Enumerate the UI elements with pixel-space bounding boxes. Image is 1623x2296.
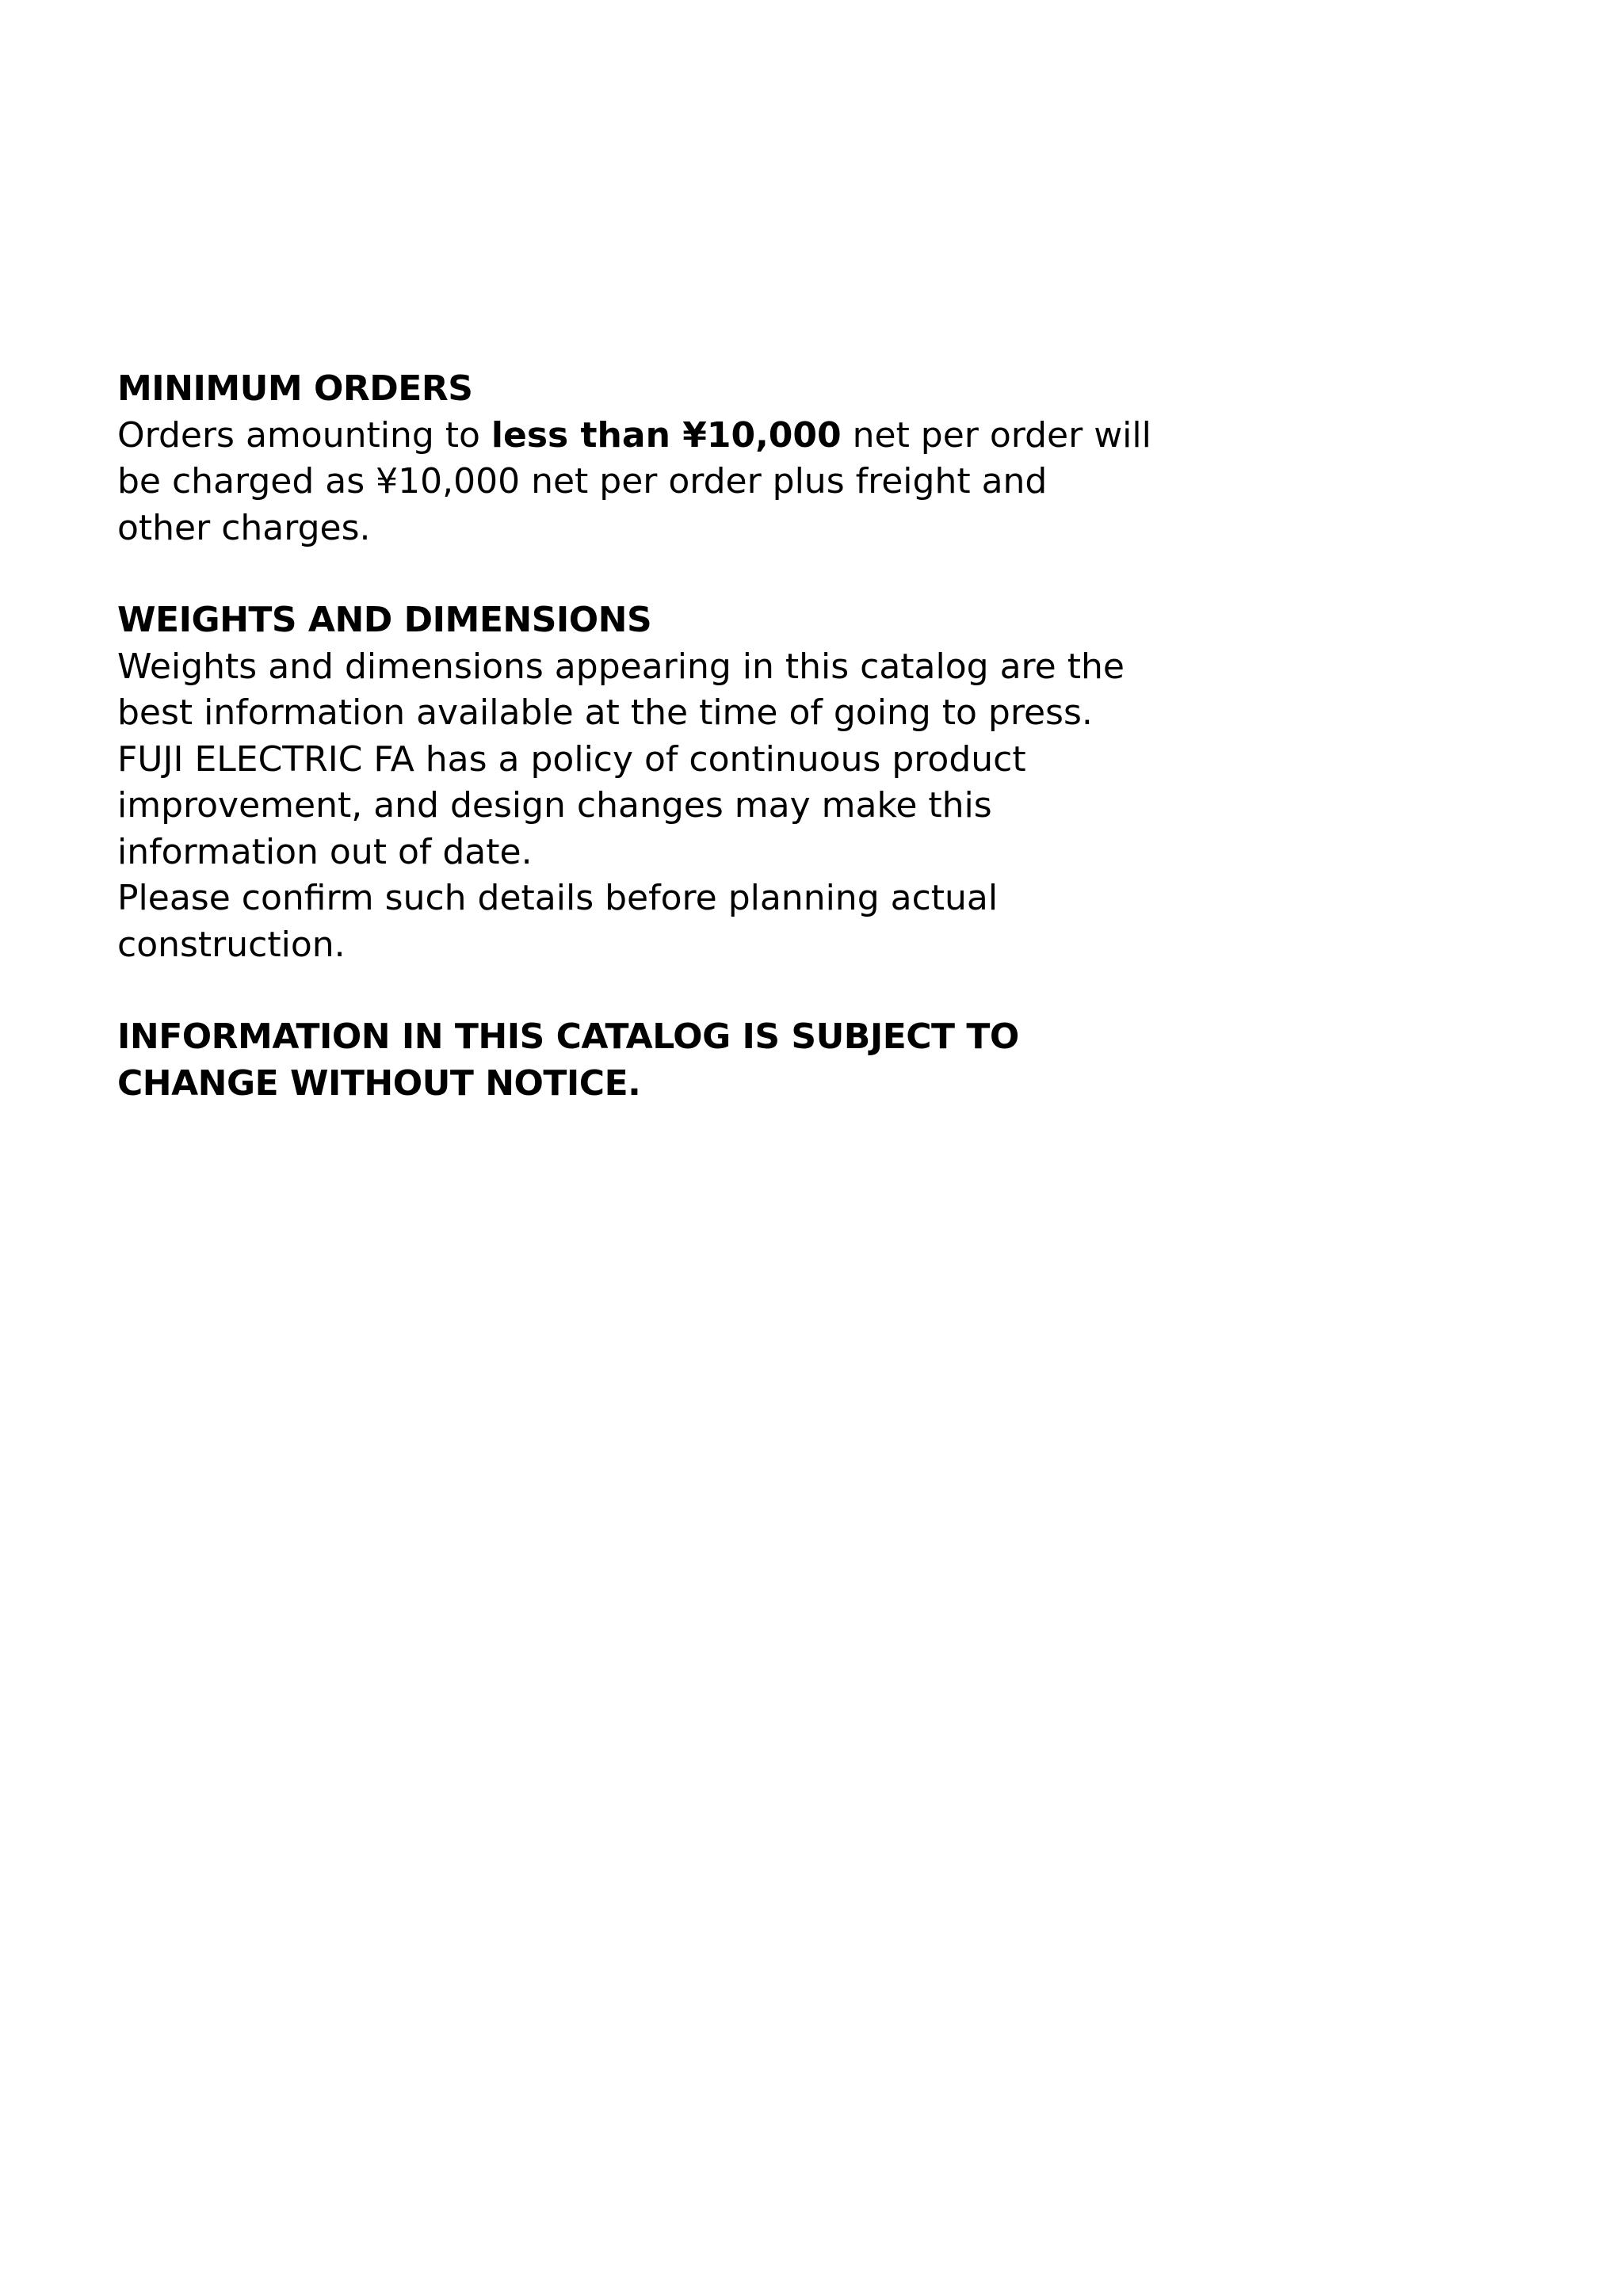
weights-dimensions-line: FUJI ELECTRIC FA has a policy of continuous product (117, 738, 1026, 780)
minimum-orders-section (117, 366, 1243, 551)
minimum-orders-amount: less than ¥10,000 (491, 414, 842, 456)
weights-dimensions-line: Weights and dimensions appearing in this catalog are the (117, 646, 1125, 687)
notice-section (117, 1014, 1243, 1107)
minimum-orders-line (117, 413, 1243, 460)
minimum-orders-text: Orders amounting to (117, 414, 491, 456)
weights-dimensions-line: Please confirm such details before planning actual (117, 878, 999, 918)
weights-dimensions-line: improvement, and design changes may make this (117, 785, 992, 826)
weights-dimensions-line: construction. (117, 924, 346, 965)
minimum-orders-heading: MINIMUM ORDERS (117, 368, 473, 409)
minimum-orders-line: other charges. (117, 507, 371, 548)
weights-dimensions-line: best information available at the time of going to press. (117, 692, 1093, 733)
weights-dimensions-line: information out of date. (117, 831, 533, 872)
catalog-notes (117, 366, 1243, 1153)
weights-dimensions-section (117, 597, 1243, 968)
minimum-orders-line: be charged as ¥10,000 net per order plus freight and (117, 461, 1048, 502)
notice-line: CHANGE WITHOUT NOTICE. (117, 1062, 641, 1104)
notice-line: INFORMATION IN THIS CATALOG IS SUBJECT TO (117, 1016, 1019, 1057)
minimum-orders-text: net per order will (841, 414, 1151, 456)
weights-dimensions-heading: WEIGHTS AND DIMENSIONS (117, 600, 652, 640)
